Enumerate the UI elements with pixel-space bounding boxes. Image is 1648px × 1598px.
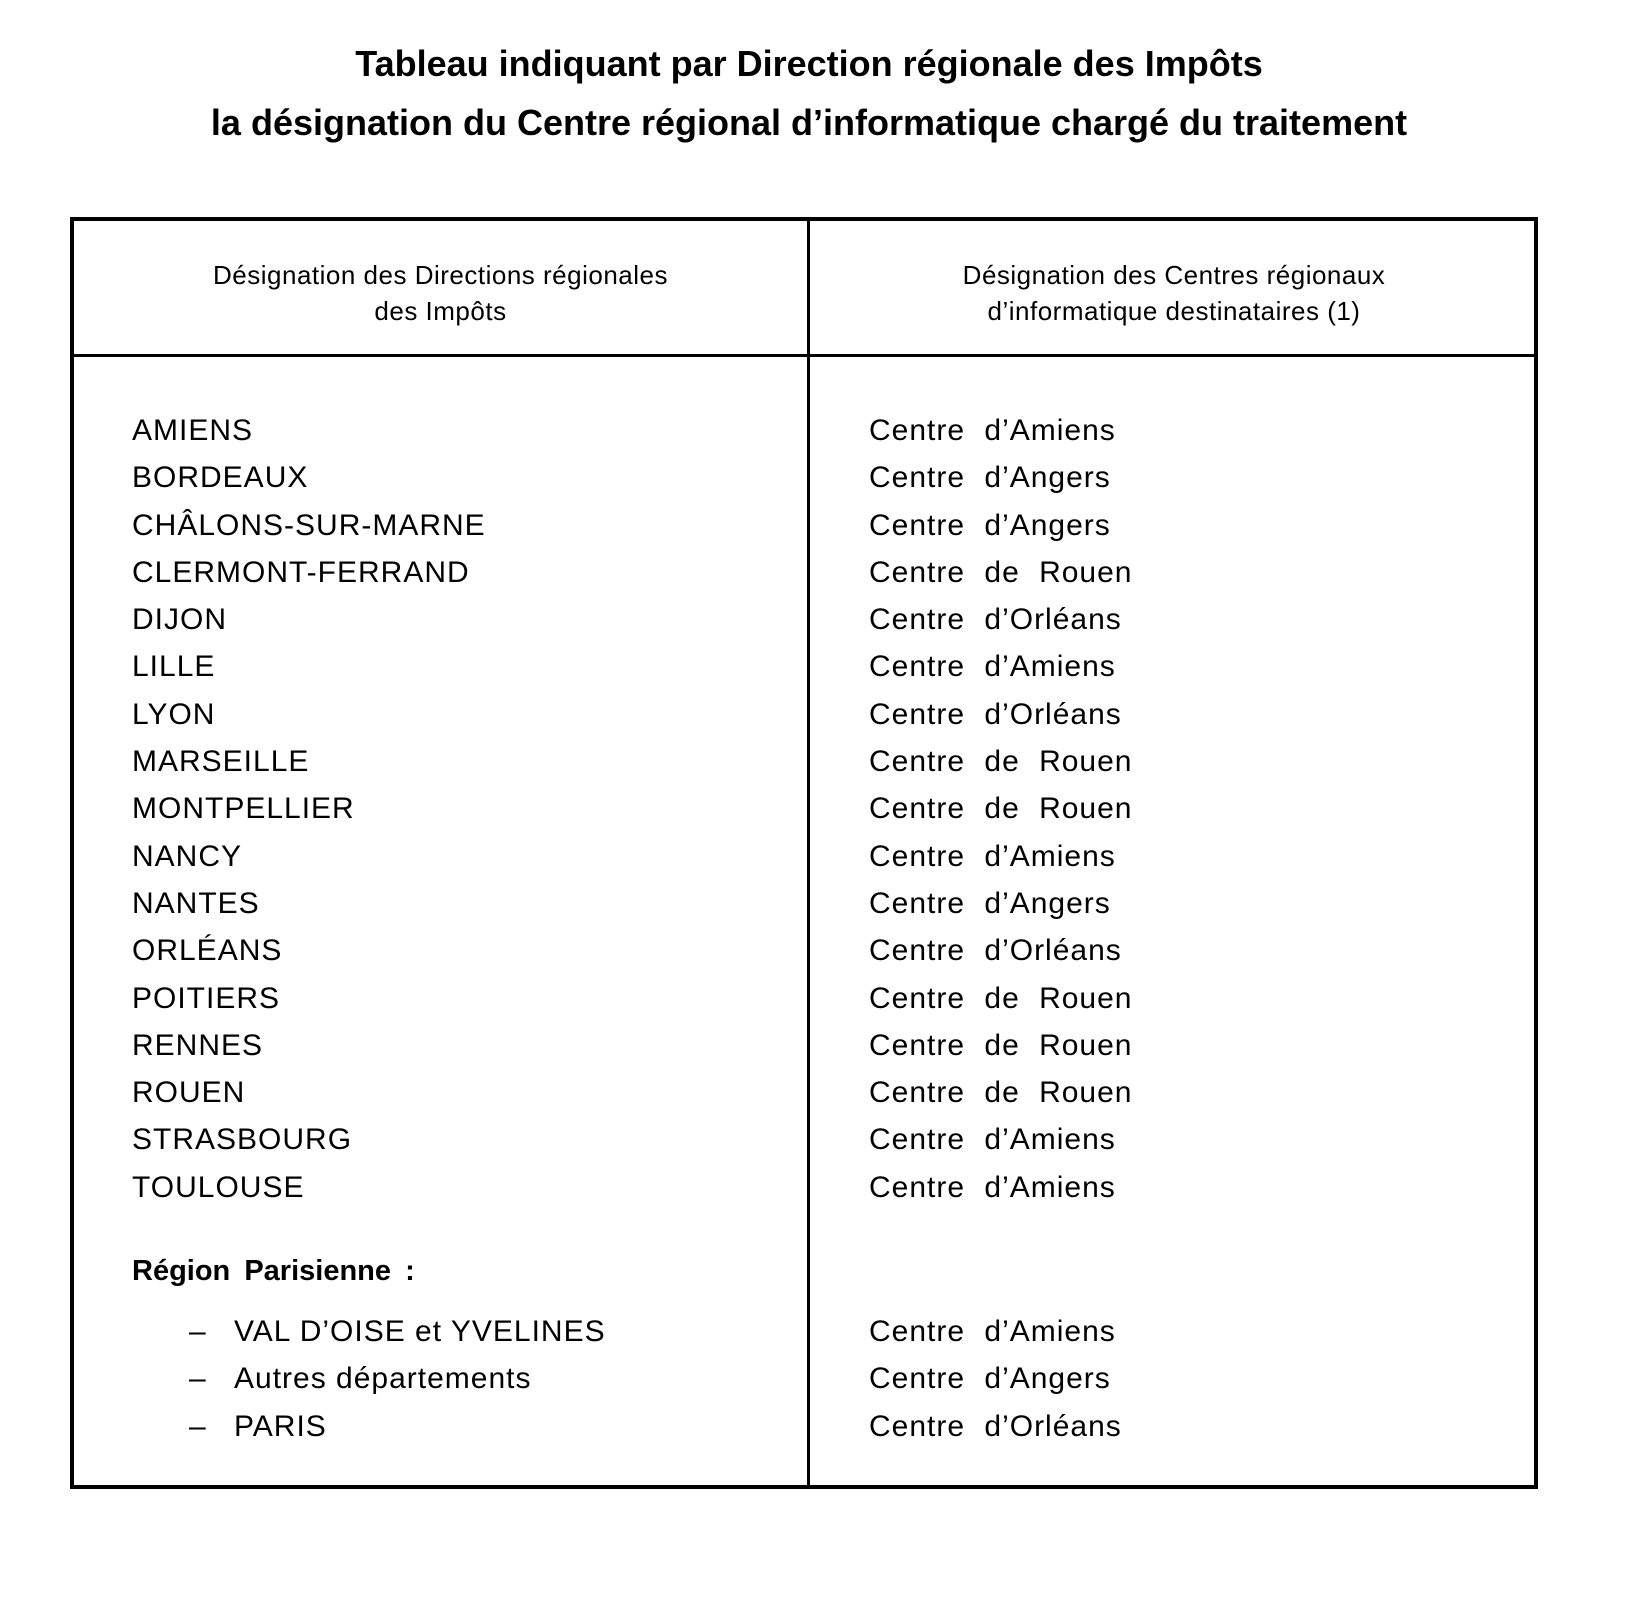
- direction-name: POITIERS: [132, 981, 281, 1015]
- centre-name: Centre d’Amiens: [869, 1123, 1116, 1157]
- centre-name: Centre d’Orléans: [869, 934, 1122, 968]
- centre-name: Centre de Rouen: [869, 555, 1133, 589]
- table-row: [74, 1164, 1534, 1211]
- centre-name: Centre d’Orléans: [869, 697, 1122, 731]
- list-dash: –: [189, 1362, 207, 1396]
- document-title-line-2: la désignation du Centre régional d’informatique chargé du traitement: [210, 102, 1408, 143]
- region-parisienne-row: [74, 1403, 1534, 1450]
- region-parisienne-heading: Région Parisienne :: [132, 1255, 415, 1287]
- table-row: [74, 738, 1534, 785]
- region-parisienne-list: [74, 1308, 1534, 1450]
- region-parisienne-row: [74, 1308, 1534, 1355]
- centre-name: Centre d’Orléans: [869, 1409, 1122, 1443]
- table-row: [74, 785, 1534, 832]
- direction-name: NANTES: [132, 886, 260, 920]
- direction-name: NANCY: [132, 839, 243, 873]
- direction-name: ROUEN: [132, 1076, 246, 1110]
- centre-name: Centre d’Angers: [869, 508, 1111, 542]
- table-row: [74, 691, 1534, 738]
- list-dash: –: [189, 1315, 207, 1348]
- direction-name: VAL D’OISE et YVELINES: [234, 1315, 606, 1348]
- direction-name: LYON: [132, 697, 216, 731]
- centre-name: Centre d’Amiens: [869, 650, 1116, 684]
- centre-name: Centre d’Amiens: [869, 414, 1116, 447]
- document-title-line-1: Tableau indiquant par Direction régionale des Impôts: [355, 43, 1263, 84]
- centre-name: Centre de Rouen: [869, 1076, 1133, 1110]
- table-row: [74, 502, 1534, 549]
- direction-name: ORLÉANS: [132, 934, 283, 968]
- list-dash: –: [189, 1409, 207, 1443]
- table-row: [74, 1116, 1534, 1163]
- table-row: [74, 880, 1534, 927]
- centre-name: Centre de Rouen: [869, 1028, 1133, 1062]
- centre-name: Centre d’Amiens: [869, 1315, 1116, 1348]
- table-row: [74, 975, 1534, 1022]
- assignment-table: [70, 217, 1538, 1489]
- direction-name: CLERMONT-FERRAND: [132, 555, 470, 589]
- header-directions: Désignation des Directions régionales des Impôts: [213, 260, 668, 326]
- direction-name: STRASBOURG: [132, 1123, 353, 1157]
- direction-name: MONTPELLIER: [132, 792, 355, 826]
- table-body: [74, 407, 1534, 1211]
- table-row: [74, 1022, 1534, 1069]
- table-row: [74, 454, 1534, 501]
- table-row: [74, 643, 1534, 690]
- centre-name: Centre d’Amiens: [869, 839, 1116, 873]
- direction-name: CHÂLONS-SUR-MARNE: [132, 508, 486, 542]
- header-divider: [74, 354, 1534, 357]
- direction-name: Autres départements: [234, 1362, 532, 1396]
- centre-name: Centre d’Angers: [869, 461, 1111, 495]
- direction-name: PARIS: [234, 1409, 327, 1443]
- table-row: [74, 549, 1534, 596]
- direction-name: AMIENS: [132, 414, 254, 447]
- centre-name: Centre d’Angers: [869, 886, 1111, 920]
- centre-name: Centre d’Orléans: [869, 603, 1122, 637]
- direction-name: BORDEAUX: [132, 461, 309, 495]
- centre-name: Centre d’Angers: [869, 1362, 1111, 1396]
- direction-name: MARSEILLE: [132, 745, 310, 779]
- table-row: [74, 927, 1534, 974]
- region-parisienne-row: [74, 1355, 1534, 1402]
- centre-name: Centre de Rouen: [869, 981, 1133, 1015]
- table-row: [74, 596, 1534, 643]
- direction-name: LILLE: [132, 650, 216, 684]
- direction-name: RENNES: [132, 1028, 264, 1062]
- direction-name: DIJON: [132, 603, 227, 637]
- direction-name: TOULOUSE: [132, 1170, 305, 1204]
- centre-name: Centre de Rouen: [869, 792, 1133, 826]
- table-row: [74, 833, 1534, 880]
- centre-name: Centre d’Amiens: [869, 1170, 1116, 1204]
- centre-name: Centre de Rouen: [869, 745, 1133, 779]
- table-row: [74, 407, 1534, 454]
- header-centres: Désignation des Centres régionaux d’informatique destinataires (1): [962, 260, 1386, 326]
- table-row: [74, 1069, 1534, 1116]
